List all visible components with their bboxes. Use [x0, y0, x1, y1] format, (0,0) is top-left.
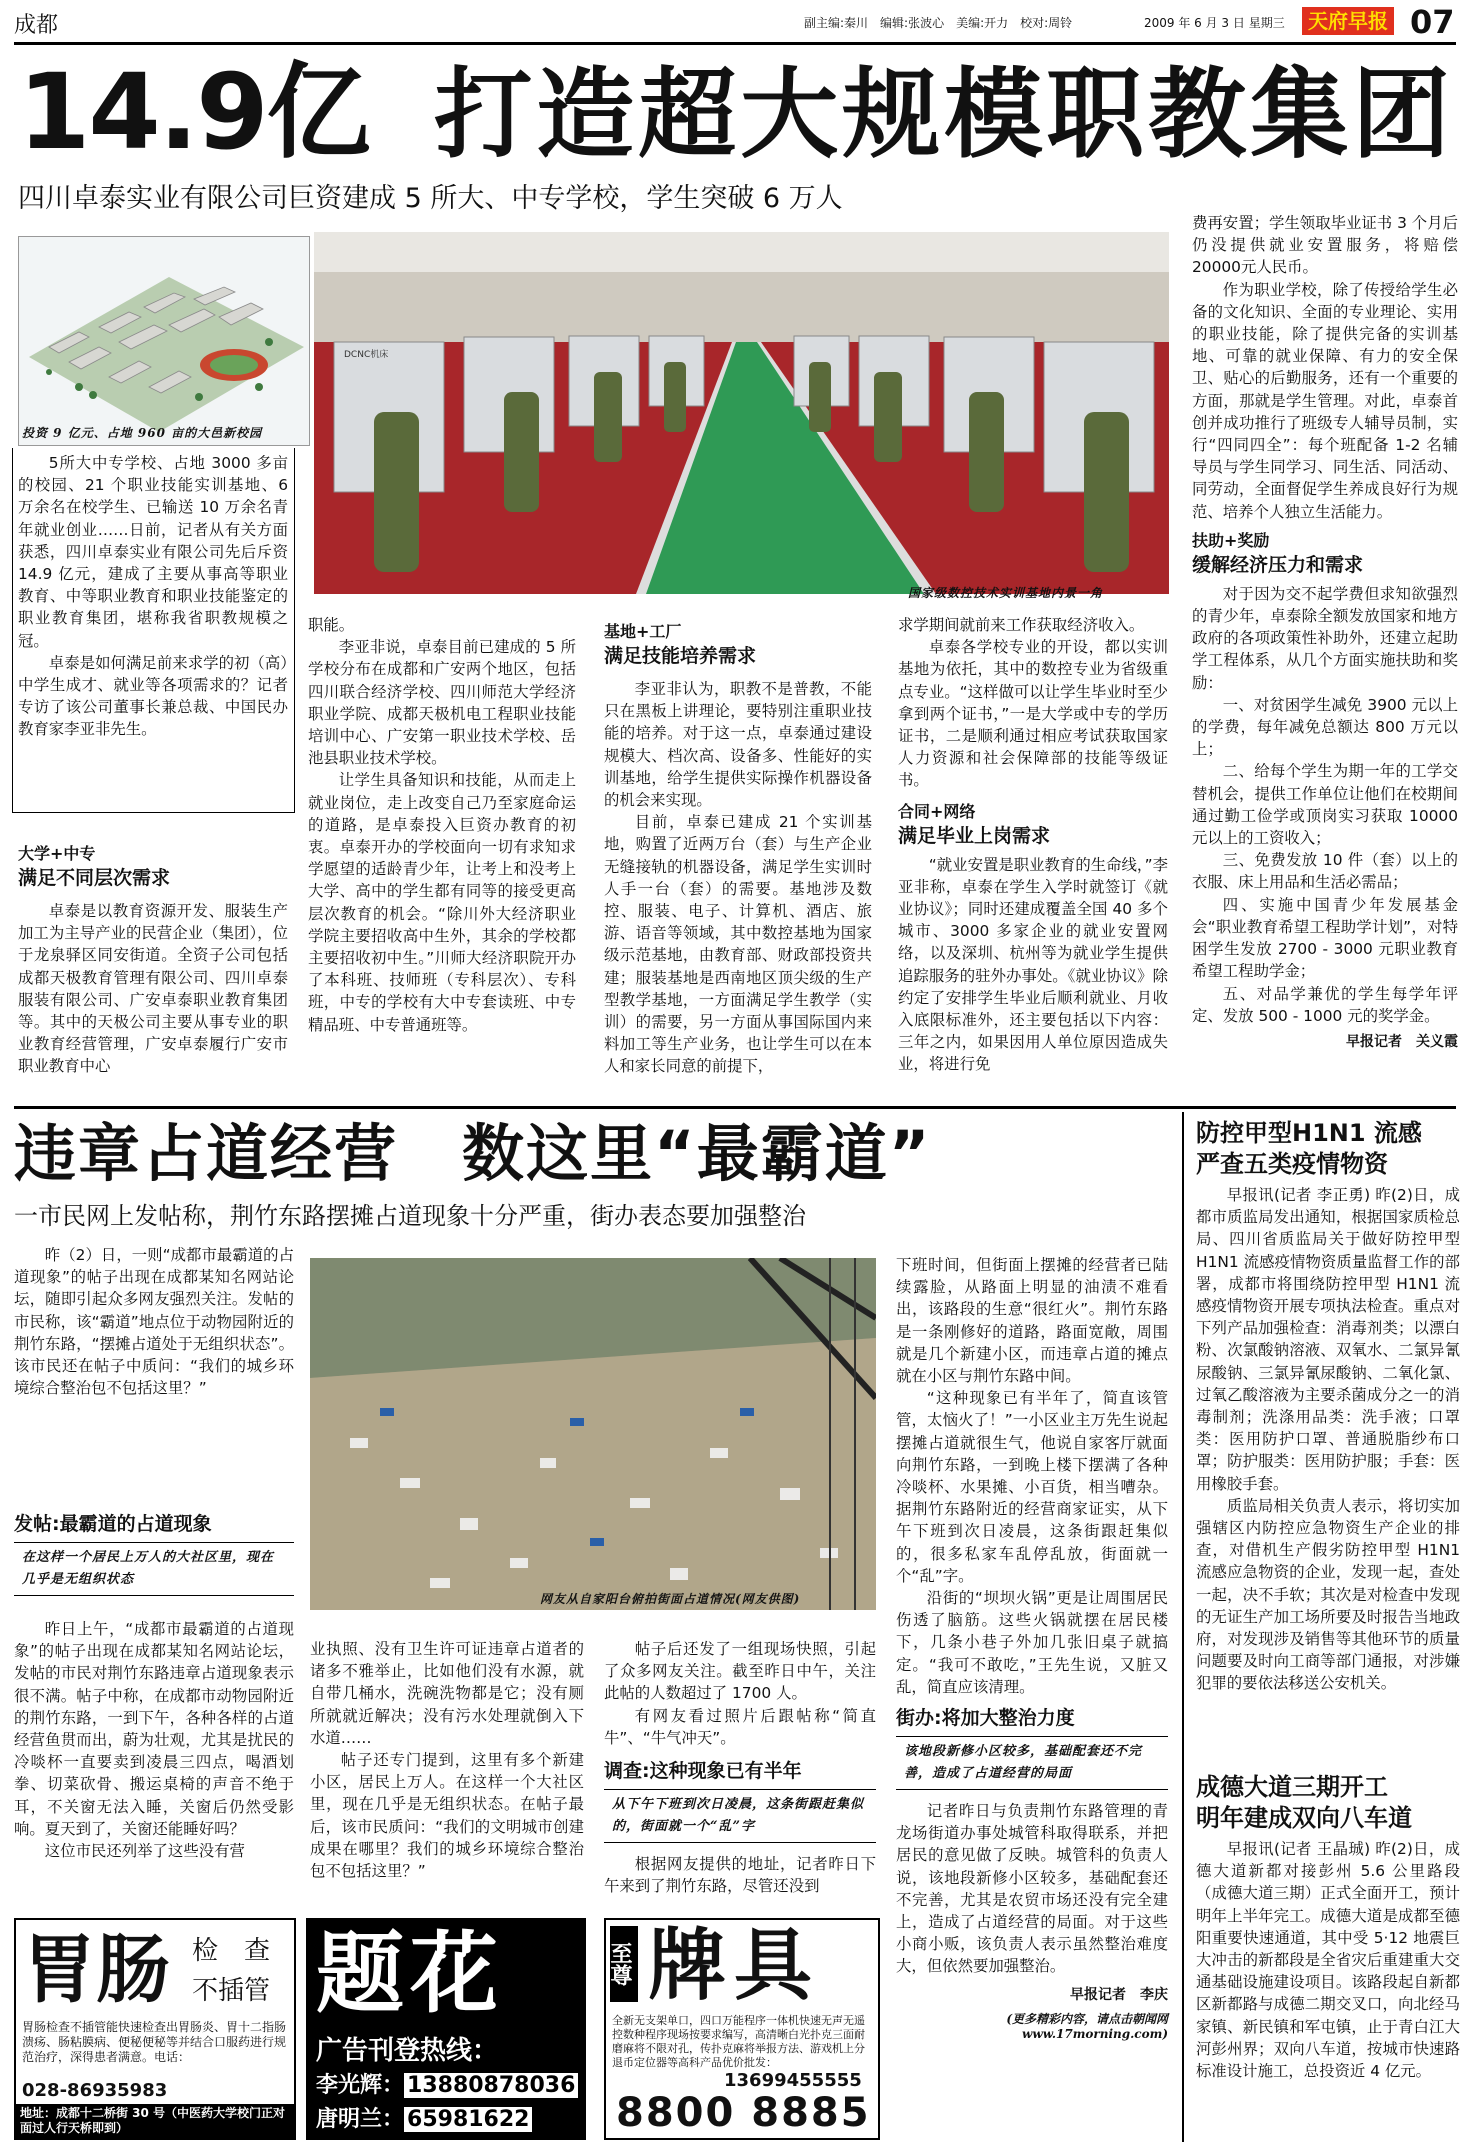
- sub3-title: 满足毕业上岗需求: [898, 824, 1051, 847]
- ad2-name-1: 李光辉：: [316, 2073, 405, 2098]
- section-name: 成都: [14, 13, 59, 38]
- sub2-label: 调查:: [604, 1760, 650, 1783]
- story2-column-2: [310, 1638, 584, 1882]
- sub2-label: 基地+工厂: [604, 622, 682, 641]
- sub1-label: 发帖:: [14, 1513, 60, 1535]
- brief2-body: 早报讯(记者 王晶珹) 昨(2)日，成德大道新都对接彭州 5.6 公里路段（成德大道三期）正式全面开工，预计明年上半年完工。成德大道是成都至德阳重要快速通道，其中受 5·12 地震巨大冲击的新都段是全省灾后重建重大交通基础设施建设项目。该路段起自新都区新都路与成德二期交叉口，向北经马家镇、新民镇和军屯镇，止于青白江大河彭州界；双向八车道，按城市快速路标准设计施工，总投资近 4 亿元。: [1196, 1840, 1460, 2081]
- story1-headline: [18, 52, 1458, 172]
- aid-item-5: 五、对品学兼优的学生每学年评定、发放 500 - 1000 元的奖学金。: [1192, 984, 1458, 1025]
- campus-rendering-image: [18, 236, 310, 446]
- ad-gastro: [14, 1918, 296, 2140]
- col1-para-1: 昨日上午，“成都市最霸道的占道现象”的帖子出现在成都某知名网站论坛，发帖的市民对荆竹东路违章占道现象表示很不满。帖子中称，在成都市动物园附近的荆竹东路，一到下午，各种各样的占道经营鱼贯而出，蔚为壮观，尤其是扰民的冷啖杯一直要卖到凌晨三四点，喝酒划拳、切菜砍骨、搬运桌椅的声音不绝于耳，不关窗无法入睡，关窗后仍然受影响。夏天到了，关窗还能睡好吗？: [14, 1620, 294, 1838]
- col2-para-2: 帖子还专门提到，这里有多个新建小区，居民上万人。在这样一个大社区里，现在几乎是无组织状态。在帖子最后，该市民质问：“我们的文明城市创建成果在哪里？我们的城乡环境综合整治包不包括这里？”: [310, 1751, 584, 1881]
- sub2-dek: 从下午下班到次日凌晨，这条街跟赶集似的，街面就一个“乱”字: [604, 1789, 876, 1843]
- ad1-title: 胃肠: [22, 1927, 170, 2013]
- sub1-title: 满足不同层次需求: [18, 867, 171, 889]
- issue-date: 2009 年 6 月 3 日 星期三: [1144, 16, 1285, 30]
- story1-column-5: [1192, 212, 1463, 1051]
- ad2-phone-1: 13880878036: [404, 2073, 578, 2098]
- aid-item-4: 四、实施中国青少年发展基金会“职业教育希望工程助学计划”，对特困学生发放 2700 - 3000 元职业教育希望工程助学金；: [1192, 895, 1458, 981]
- story2-column-1: [14, 1618, 294, 1862]
- campus-caption: 投资 9 亿元、占地 960 亩的大邑新校园: [22, 426, 263, 440]
- sub4-label: 扶助+奖励: [1192, 530, 1270, 550]
- sub2-title: 满足技能培养需求: [604, 645, 757, 667]
- story2-column-4: [896, 1254, 1168, 2041]
- story2-column-3: [604, 1638, 876, 1897]
- story-divider: [14, 1106, 1456, 1109]
- story2-subhead: 一市民网上发帖称，荆竹东路摆摊占道现象十分严重，街办表态要加强整治: [14, 1202, 806, 1230]
- masthead-rule: [14, 42, 1456, 45]
- intro-paragraph: 5所大中专学校、占地 3000 多亩的校园、21 个职业技能实训基地、6 万余名在校学生、已输送 10 万余名青年就业创业……日前，记者从有关方面获悉，四川卓泰实业有限公司先后斥资 14.9 亿元，建成了主要从事高等职业教育、中等职业教育和职业技能鉴定的职业教育集团，堪称我省职教规模之冠。: [18, 454, 293, 650]
- col4-para-1: 下班时间，但街面上摆摊的经营者已陆续露脸，从路面上明显的油渍不难看出，该路段的生意“很红火”。荆竹东路是一条刚修好的道路，路面宽敞，周围就是几个新建小区，而违章占道的摊点就在小区与荆竹东路中间。: [896, 1256, 1168, 1386]
- col3-para-1: 李亚非认为，职教不是普教，不能只在黑板上讲理论，要特别注重职业技能的培养。对于这一点，卓泰通过建设规模大、档次高、设备多、性能好的实训基地，给学生提供实际操作机器设备的机会来实现。: [604, 680, 872, 810]
- col3-para-2: 目前，卓泰已建成 21 个实训基地，购置了近两万台（套）与生产企业无缝接轨的机器设备，满足学生实训时人手一台（套）的需要。基地涉及数控、服装、电子、计算机、酒店、旅游、语音等领域，其中数控基地为国家级示范基地，由教育部、财政部投资共建；服装基地是西南地区顶尖级的生产型教学基地，一方面满足学生教学（实训）的需要，另一方面从事国际国内来料加工等生产业务，也让学生可以在本人和家长同意的前提下，: [604, 813, 872, 1076]
- ad3-title: 牌具: [648, 1921, 821, 2011]
- col1-box-left: [12, 448, 13, 812]
- col4-para-2: 卓泰各学校专业的开设，都以实训基地为依托，其中的数控专业为省级重点专业。“这样做可以让学生毕业时至少拿到两个证书，”一是大学或中专的学历证书，二是顺利通过相应考试获取国家人力资源和社会保障部的技能等级证书。: [898, 638, 1168, 790]
- col4-para-3: 沿街的“坝坝火锅”更是让周围居民伤透了脑筋。这些火锅就摆在居民楼下，几条小巷子外加几张旧桌子就搞定。“我可不敢吃，”王先生说，又脏又乱，简直应该清理。: [896, 1589, 1168, 1696]
- aid-item-1: 一、对贫困学生减免 3900 元以上的学费，每年减免总额达 800 万元以上；: [1192, 695, 1458, 759]
- ad2-name-2: 唐明兰：: [316, 2107, 405, 2132]
- ad3-phone: 8800 8885: [616, 2090, 871, 2136]
- brief1-headline: 防控甲型H1N1 流感 严查五类疫情物资: [1196, 1119, 1422, 1178]
- ad1-side-1: 检 查: [192, 1936, 271, 1966]
- masthead: [14, 3, 1456, 41]
- col5-para-1: 费再安置；学生领取毕业证书 3 个月后仍没提供就业安置服务，将赔偿 20000元人民币。: [1192, 214, 1463, 277]
- col2-para-3: 让学生具备知识和技能，从而走上就业岗位，走上改变自己乃至家庭命运的道路，是卓泰投入巨资办教育的初衷。卓泰开办的学校面向一切有求知求学愿望的适龄青少年，让考上和没考上大学、高中的学生都有同等的接受更高层次教育的机会。“除川外大经济职业学院主要招收高中生外，其余的学校都主要招收初中生。”川师大经济职院开办了本科班、技师班（专科层次）、专科班，中专的学校有大中专套读班、中专精品班、中专普通班等。: [308, 771, 576, 1034]
- col3-para-2: 有网友看过照片后跟帖称“简直牛”、“牛气冲天”。: [604, 1706, 876, 1747]
- story2-lead: 昨（2）日，一则“成都市最霸道的占道现象”的帖子出现在成都某知名网站论坛，随即引起众多网友强烈关注。发帖的市民称，该“霸道”地点位于动物园附近的荆竹东路，“摆摊占道处于无组织状态”。该市民还在帖子中质问：“我们的城乡环境综合整治包不包括这里？”: [14, 1246, 294, 1398]
- col5-para-2: 作为职业学校，除了传授给学生必备的文化知识、全面的专业理论、实用的职业技能，除了提供完备的实训基地、可靠的就业保障、有力的安全保卫、贴心的后勤服务，还有一个重要的方面，那就是学生管理。对此，卓泰首创并成功推行了班级专人辅导员制，实行“四同四全”：每个班配备 1-2 名辅导员与学生同学习、同生活、同活动、同劳动，全面督促学生养成良好行为规范、培养个人独立生活能力。: [1192, 280, 1458, 521]
- sub2-title: 这种现象已有半年: [649, 1760, 802, 1783]
- story1-sub1: [18, 842, 288, 890]
- brief1: [1196, 1118, 1465, 1695]
- aid-item-3: 三、免费发放 10 件（套）以上的衣服、床上用品和生活必需品；: [1192, 851, 1458, 892]
- sub3-dek: 该地段新修小区较多，基础配套还不完善，造成了占道经营的局面: [896, 1736, 1168, 1790]
- col4-para-4: 记者昨日与负责荆竹东路管理的青龙场街道办事处城管科取得联系，并把居民的意见做了反映。城管科的负责人说，该地段新修小区较多，基础配套还不完善，尤其是农贸市场还没有完全建上，造成了占道经营的局面。对于这些小商小贩，该负责人表示虽然整治难度大，但依然要加强整治。: [896, 1802, 1168, 1976]
- sub4-title: 缓解经济压力和需求: [1192, 553, 1364, 576]
- brief1-body: 质监局相关负责人表示，将切实加强辖区内防控应急物资生产企业的排查，对借机生产假劣防控甲型 H1N1 流感应急物资的企业，发现一起，查处一起，决不手软；其次是对检查中发现的无证生产加工场所要及时报告当地政府，对发现涉及销售等其他环节的质量问题要及时向工商等部门通报，对涉嫌犯罪的要依法移送公安机关。: [1196, 1496, 1465, 1693]
- col1-box-bottom: [12, 812, 295, 813]
- sub1-label: 大学+中专: [18, 844, 96, 863]
- story2-headline: 违章占道经营 数这里“最霸道”: [14, 1117, 932, 1190]
- machine-label: DCNC机床: [344, 350, 389, 360]
- ad3-desc: 全新无支架单口，四口万能程序一体机快速无声无遥控数种程序现场按要求编写，高清晰白光扑克三面耐磨麻将不限对孔，传扑克麻将举报方法、游戏机上分退币定位器等高科产品优价批发：: [612, 2014, 865, 2069]
- col4-para-2: “这种现象已有半年了，简直该管管，太恼火了！”一小区业主万先生说起摆摊占道就很生气，他说自家客厅就面向荆竹东路，一到晚上楼下摆满了各种冷啖杯、水果摊、小百货，相当嘈杂。据荆竹东路附近的经营商家证实，从下午下班到次日凌晨，这条街跟赶集似的，很多私家车乱停乱放，街面就一个“乱”字。: [896, 1389, 1168, 1585]
- story1-subhead: 四川卓泰实业有限公司巨资建成 5 所大、中专学校，学生突破 6 万人: [18, 183, 843, 214]
- story1-column-1-body: 卓泰是以教育资源开发、服装生产加工为主导产业的民营企业（集团），位于龙泉驿区同安街道。全资子公司包括成都天极教育管理有限公司、四川卓泰服装有限公司、广安卓泰职业教育集团等。其中的天极公司主要从事专业的职业教育经营管理，广安卓泰履行广安市职业教育中心: [18, 902, 288, 1076]
- story2-byline: 早报记者 李庆: [1070, 1986, 1168, 2003]
- col4-para-1: 求学期间就前来工作获取经济收入。: [898, 616, 1145, 634]
- headline-number: 14.9亿: [18, 51, 369, 173]
- col2-para-1: 职能。: [308, 616, 355, 634]
- sub3-label: 合同+网络: [898, 801, 976, 821]
- headline-text: 打造超大规模职教集团: [434, 58, 1455, 172]
- right-column-divider: [1182, 1112, 1184, 2142]
- brief2: [1196, 1772, 1460, 2082]
- sub1-dek: 在这样一个居民上万人的大社区里，现在几乎是无组织状态: [14, 1542, 294, 1596]
- paper-logo: 天府早报: [1302, 7, 1394, 35]
- editor-credits: 副主编:秦川 编辑:张波心 美编:开力 校对:周铃: [804, 16, 1073, 30]
- col4-para-3: “就业安置是职业教育的生命线，”李亚非称，卓泰在学生入学时就签订《就业协议》；同时还建成覆盖全国 40 多个城市、3000 多家企业的就业安置网络，以及深圳、杭州等为就业学生提供追踪服务的驻外办事处。《就业协议》除约定了安排学生毕业后顺利就业、月收入底限标准外，还主要包括以下内容：三年之内，如果因用人单位原因造成失业，将进行免: [898, 855, 1168, 1074]
- story1-column-3: [604, 678, 872, 1078]
- ad1-desc: 胃肠检查不插管能快速检查出胃肠炎、胃十二指肠溃疡、肠粘膜病、便秘便秘等并结合口服药进行规范治疗，深得患者满意。电话：: [22, 2020, 287, 2064]
- sub3-label: 街办:: [896, 1707, 942, 1730]
- col1-box-right: [294, 448, 295, 812]
- story1-byline: 早报记者 关义霞: [1346, 1033, 1458, 1050]
- story1-column-4: [898, 614, 1168, 1076]
- street-aerial-photo: [310, 1258, 876, 1610]
- ad1-phone: 028-86935983: [22, 2080, 168, 2101]
- sub1-title: 最霸道的占道现象: [59, 1513, 212, 1535]
- col3-para-1: 帖子后还发了一组现场快照，引起了众多网友关注。截至昨日中午，关注此帖的人数超过了 1700 人。: [604, 1640, 876, 1703]
- ad2-phone-2: 65981622: [404, 2107, 532, 2132]
- col2-para-2: 李亚非说，卓泰目前已建成的 5 所学校分布在成都和广安两个地区，包括四川联合经济学校、四川师范大学经济职业学院、成都天极机电工程职业技能培训中心、广安第一职业技术学校、岳池县职业技术学校。: [308, 638, 576, 768]
- brief2-headline: 成德大道三期开工 明年建成双向八车道: [1196, 1773, 1412, 1832]
- col3-para-3: 根据网友提供的地址，记者昨日下午来到了荆竹东路，尽管还没到: [604, 1855, 876, 1896]
- ad3-top: 至尊: [610, 1926, 638, 2002]
- ad-title-flower: [306, 1918, 586, 2140]
- col2-para-1: 业执照、没有卫生许可证违章占道者的诸多不雅举止，比如他们没有水源，就自带几桶水，洗碗洗物都是它；没有厕所就就近解决；没有污水处理就倒入下水道……: [310, 1640, 584, 1747]
- factory-training-image: [314, 232, 1169, 594]
- story2-sub1: [14, 1512, 294, 1596]
- col1-para-2: 这位市民还列举了这些没有营: [44, 1842, 245, 1861]
- street-photo-caption: 网友从自家阳台俯拍街面占道情况(网友供图): [540, 1592, 801, 1606]
- page-number: 07: [1410, 3, 1455, 41]
- col5-para-3: 对于因为交不起学费但求知欲强烈的青少年，卓泰除全额发放国家和地方政府的各项政策性补助外，还建立起助学工程体系，从几个方面实施扶助和奖励：: [1192, 584, 1458, 692]
- sub3-title: 将加大整治力度: [941, 1707, 1075, 1730]
- ad2-hotline: 广告刊登热线：: [316, 2036, 499, 2066]
- story1-column-2: [308, 614, 576, 1036]
- story1-sub2: [604, 620, 872, 668]
- factory-caption: 国家级数控技术实训基地内景一角: [908, 586, 1104, 600]
- aid-item-2: 二、给每个学生为期一年的工学交替机会，提供工作单位让他们在校期间通过勤工俭学或顶岗实习获取 10000 元以上的工资收入；: [1192, 762, 1463, 848]
- footer-note: (更多精彩内容，请点击朝闻网www.17morning.com): [1006, 2011, 1168, 2041]
- ad3-mobile: 13699455555: [724, 2070, 862, 2091]
- ad2-title: 题花: [316, 1922, 505, 2025]
- brief1-lead: 早报讯(记者 李正勇) 昨(2)日，成都市质监局发出通知，根据国家质检总局、四川省质监局关于做好防控甲型 H1N1 流感疫情物资质量监督工作的部署，成都市将围绕防控甲型 H1N1 流感疫情物资开展专项执法检查。重点对下列产品加强检查：消毒剂类；以漂白粉、次氯酸钠溶液、双氧水、二氯异氰尿酸钠、三氯异氰尿酸钠、二氧化氯、过氧乙酸溶液为主要杀菌成分之一的消毒制剂；洗涤用品类：洗手液；口罩类：医用防护口罩、普通脱脂纱布口罩；防护服类：医用防护服；手套：医用橡胶手套。: [1196, 1186, 1465, 1493]
- intro-paragraph-2: 卓泰是如何满足前来求学的初（高）中学生成才、就业等各项需求的？记者专访了该公司董事长兼总裁、中国民办教育家李亚非先生。: [18, 653, 288, 739]
- ad-gaming-tiles: [604, 1918, 880, 2140]
- ad1-side-2: 不插管: [192, 1976, 271, 2006]
- story1-column-1: [18, 452, 293, 741]
- ad1-address: 地址：成都十二桥街 30 号（中医药大学校门正对面过人行天桥即到）: [16, 2104, 294, 2138]
